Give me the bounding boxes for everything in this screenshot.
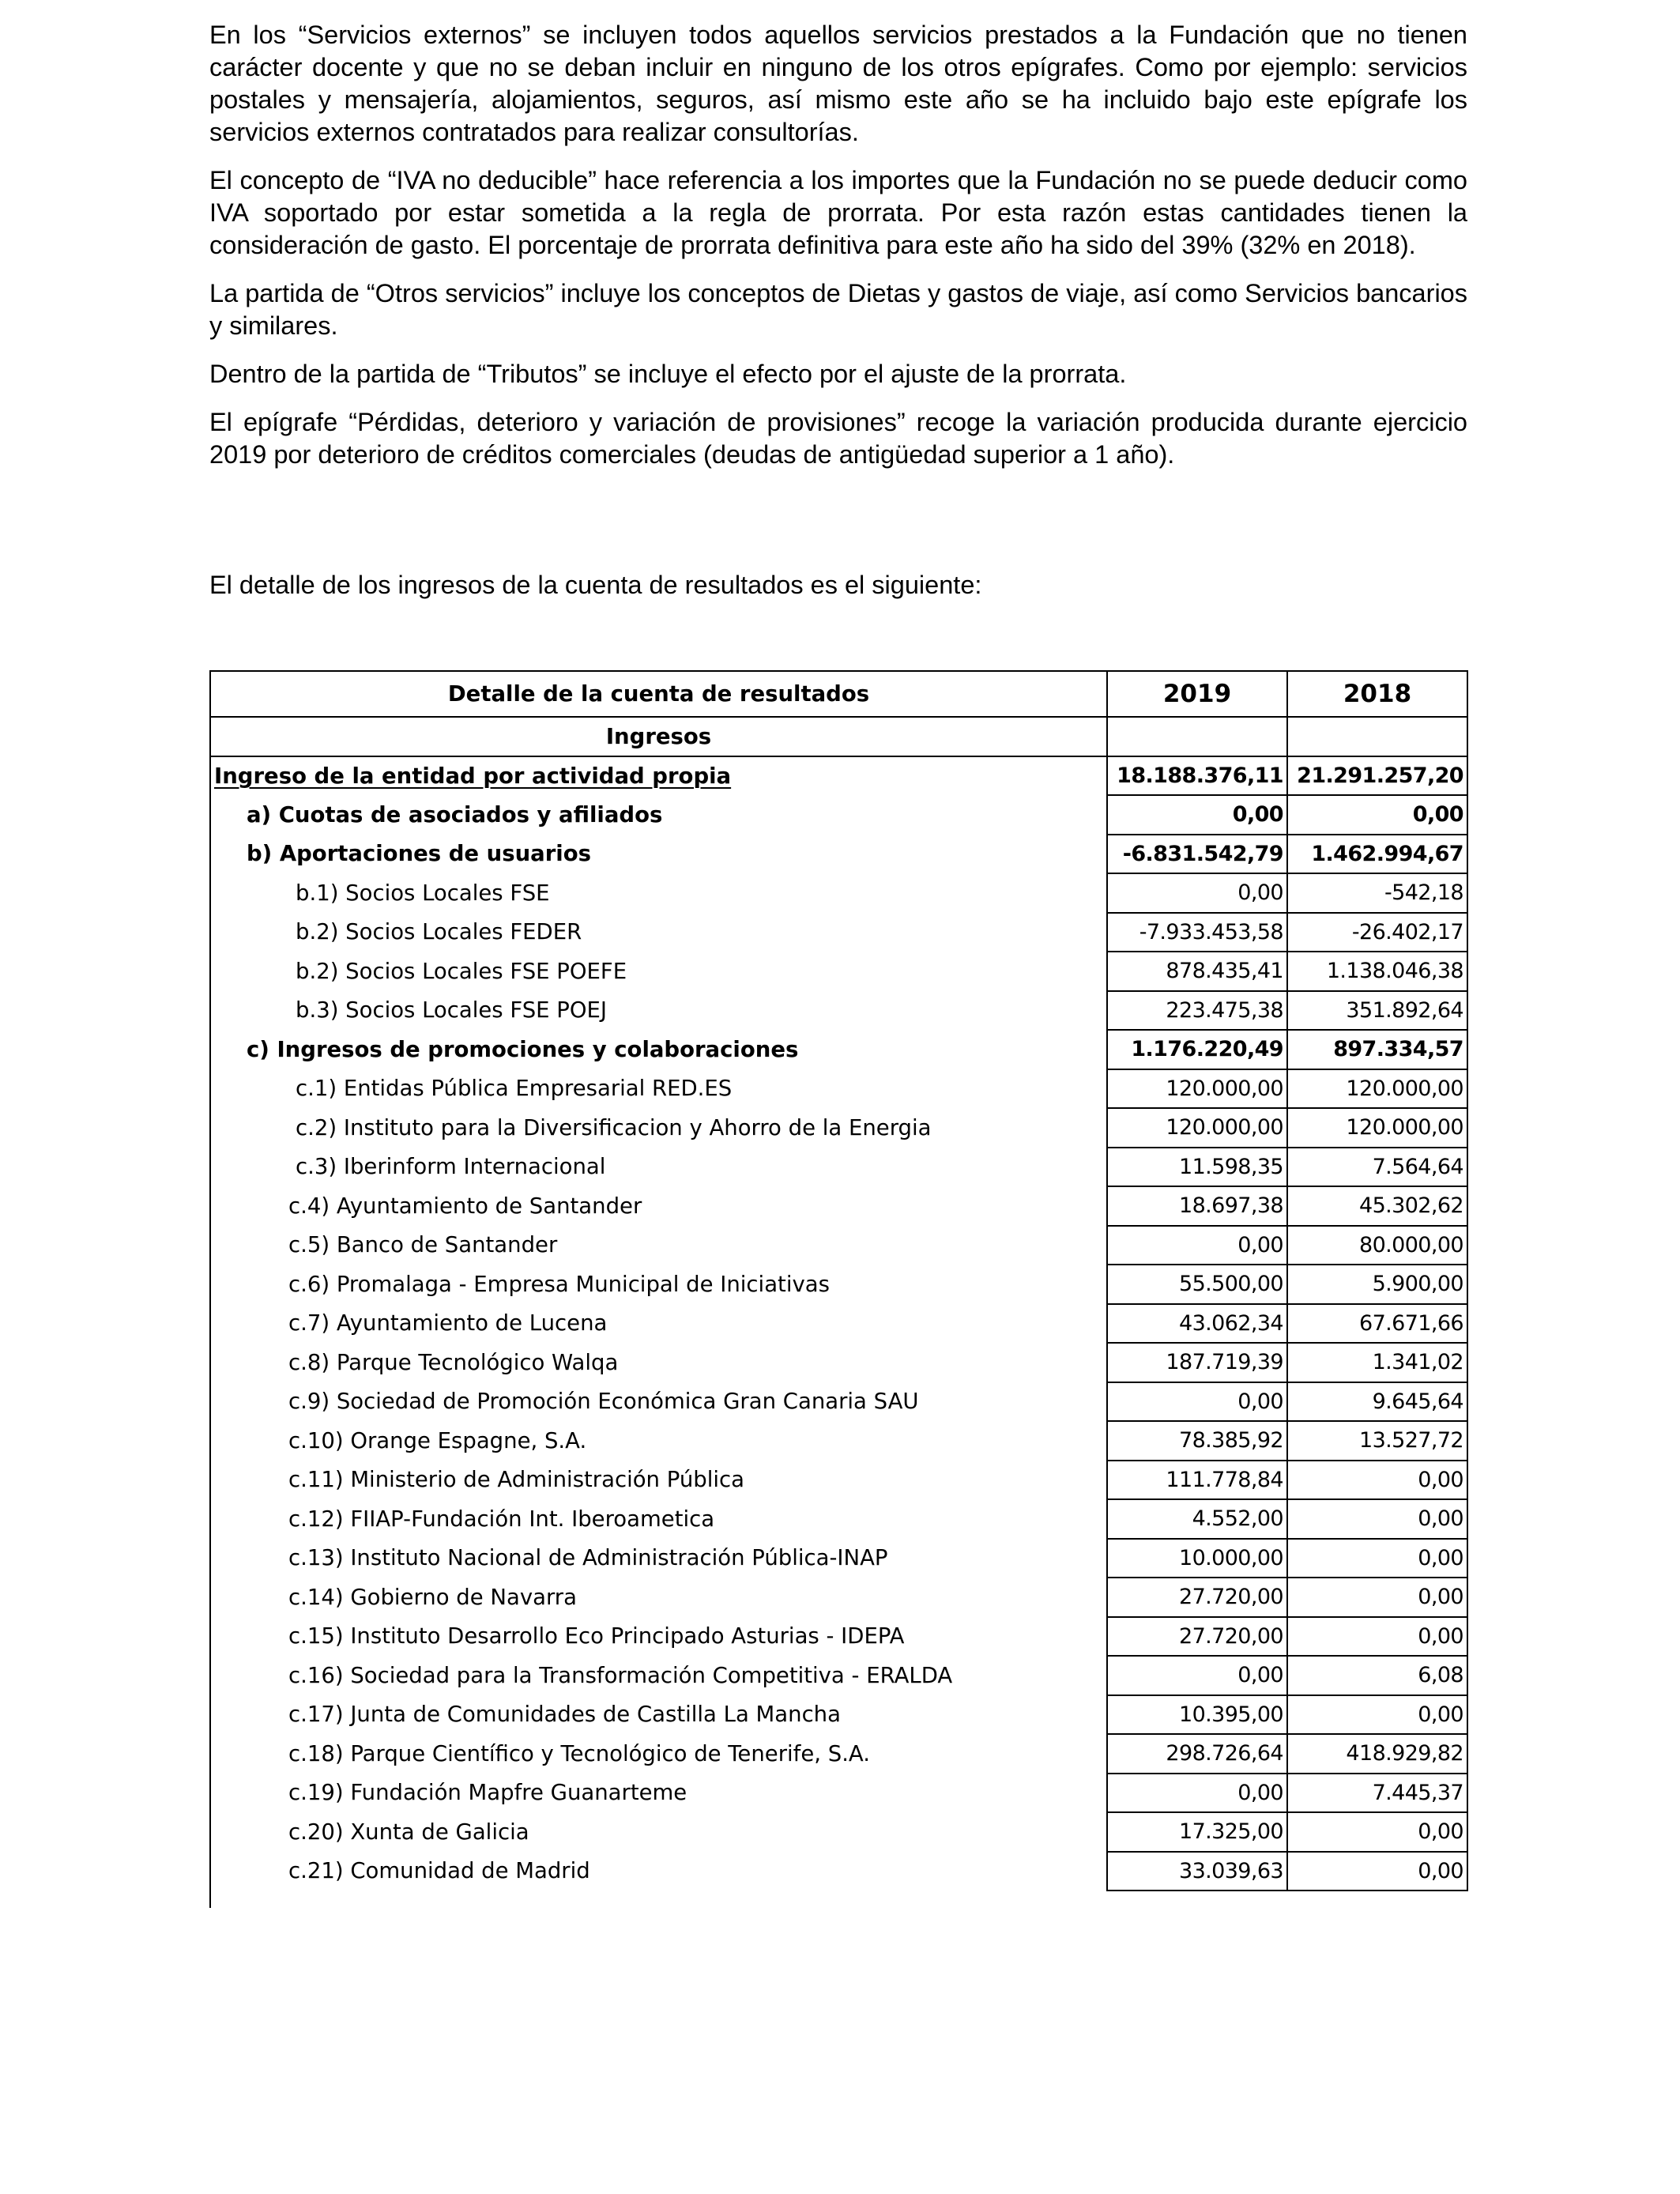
row-value-2019: 0,00	[1107, 1382, 1287, 1422]
table-row	[210, 1499, 1467, 1539]
income-detail-table	[209, 670, 1468, 1908]
row-value-2019: 223.475,38	[1107, 991, 1287, 1031]
main-row-2018: 21.291.257,20	[1287, 756, 1467, 796]
row-value-2018: 351.892,64	[1287, 991, 1467, 1031]
row-value-2019: 55.500,00	[1107, 1265, 1287, 1304]
row-value-2018: 5.900,00	[1287, 1265, 1467, 1304]
row-value-2019: 10.395,00	[1107, 1695, 1287, 1735]
row-label: c.14) Gobierno de Navarra	[210, 1578, 1107, 1617]
table-row	[210, 1343, 1467, 1382]
row-value-2018: 418.929,82	[1287, 1734, 1467, 1774]
row-value-2019: 0,00	[1107, 1226, 1287, 1265]
row-value-2018: 67.671,66	[1287, 1304, 1467, 1344]
row-label: b.2) Socios Locales FSE POEFE	[210, 952, 1107, 991]
row-label: c.6) Promalaga - Empresa Municipal de Iniciativas	[210, 1265, 1107, 1304]
table-row	[210, 795, 1467, 835]
row-value-2019: -6.831.542,79	[1107, 835, 1287, 874]
row-value-2019: 0,00	[1107, 1656, 1287, 1695]
row-value-2019: 11.598,35	[1107, 1148, 1287, 1187]
row-value-2018: 897.334,57	[1287, 1030, 1467, 1069]
table-row	[210, 1617, 1467, 1657]
header-label: Detalle de la cuenta de resultados	[210, 671, 1107, 717]
row-value-2018: 1.341,02	[1287, 1343, 1467, 1382]
row-value-2018: 1.462.994,67	[1287, 835, 1467, 874]
row-value-2018: 0,00	[1287, 795, 1467, 835]
table-row	[210, 991, 1467, 1031]
row-value-2019: 0,00	[1107, 1774, 1287, 1813]
row-value-2018: -542,18	[1287, 873, 1467, 913]
row-value-2018: 13.527,72	[1287, 1421, 1467, 1461]
row-label: b.2) Socios Locales FEDER	[210, 913, 1107, 952]
row-label: c.17) Junta de Comunidades de Castilla La Mancha	[210, 1695, 1107, 1735]
row-value-2018: 0,00	[1287, 1617, 1467, 1657]
row-value-2019: 78.385,92	[1107, 1421, 1287, 1461]
row-value-2018: 9.645,64	[1287, 1382, 1467, 1422]
row-value-2018: 0,00	[1287, 1812, 1467, 1852]
row-value-2019: 120.000,00	[1107, 1069, 1287, 1109]
table-continuation	[210, 1891, 1467, 1908]
row-value-2019: 298.726,64	[1107, 1734, 1287, 1774]
paragraph-otros-servicios: La partida de “Otros servicios” incluye los conceptos de Dietas y gastos de viaje, así como Servicios bancarios y similares.	[209, 279, 1467, 340]
subheader-ingresos: Ingresos	[210, 717, 1107, 756]
row-value-2019: 0,00	[1107, 795, 1287, 835]
row-label: c.16) Sociedad para la Transformación Competitiva - ERALDA	[210, 1656, 1107, 1695]
row-label: c.20) Xunta de Galicia	[210, 1812, 1107, 1852]
row-label: c.1) Entidas Pública Empresarial RED.ES	[210, 1069, 1107, 1109]
row-label: c.10) Orange Espagne, S.A.	[210, 1421, 1107, 1461]
row-value-2018: 0,00	[1287, 1852, 1467, 1891]
continuation-empty	[1287, 1891, 1467, 1908]
row-value-2019: 18.697,38	[1107, 1186, 1287, 1226]
row-label: c.18) Parque Científico y Tecnológico de Tenerife, S.A.	[210, 1734, 1107, 1774]
row-value-2018: -26.402,17	[1287, 913, 1467, 952]
continuation-left-border	[210, 1891, 1107, 1908]
table-row	[210, 952, 1467, 991]
table-row	[210, 1774, 1467, 1813]
table-row	[210, 1852, 1467, 1891]
row-value-2018: 7.564,64	[1287, 1148, 1467, 1187]
row-value-2019: 27.720,00	[1107, 1617, 1287, 1657]
table-row	[210, 1539, 1467, 1578]
row-value-2019: 1.176.220,49	[1107, 1030, 1287, 1069]
table-row	[210, 1304, 1467, 1344]
table-row	[210, 1069, 1467, 1109]
row-label: c.13) Instituto Nacional de Administración Pública-INAP	[210, 1539, 1107, 1578]
row-value-2018: 0,00	[1287, 1461, 1467, 1500]
row-value-2019: 43.062,34	[1107, 1304, 1287, 1344]
table-intro: El detalle de los ingresos de la cuenta de resultados es el siguiente:	[209, 571, 982, 599]
row-label: c.7) Ayuntamiento de Lucena	[210, 1304, 1107, 1344]
row-label: b) Aportaciones de usuarios	[210, 835, 1107, 874]
row-label: c.19) Fundación Mapfre Guanarteme	[210, 1774, 1107, 1813]
main-row-label	[210, 756, 1107, 796]
row-value-2018: 6,08	[1287, 1656, 1467, 1695]
row-value-2019: 187.719,39	[1107, 1343, 1287, 1382]
header-year-2019: 2019	[1107, 671, 1287, 717]
table-row	[210, 835, 1467, 874]
row-label: c.15) Instituto Desarrollo Eco Principado Asturias - IDEPA	[210, 1617, 1107, 1657]
row-value-2019: 10.000,00	[1107, 1539, 1287, 1578]
row-value-2018: 7.445,37	[1287, 1774, 1467, 1813]
table-row	[210, 1186, 1467, 1226]
table-row	[210, 1812, 1467, 1852]
row-label: c.21) Comunidad de Madrid	[210, 1852, 1107, 1891]
row-value-2018: 1.138.046,38	[1287, 952, 1467, 991]
row-value-2019: 120.000,00	[1107, 1108, 1287, 1148]
main-row-label-text: Ingreso de la entidad por actividad propia	[214, 763, 732, 789]
row-value-2019: 878.435,41	[1107, 952, 1287, 991]
table-header-row	[210, 671, 1467, 717]
paragraph-iva-no-deducible: El concepto de “IVA no deducible” hace referencia a los importes que la Fundación no se puede deducir como IVA soportado por estar sometida a la regla de prorrata. Por esta razón estas cantidades tienen la consideración de gasto. El porcentaje de prorrata definitiva para este año ha sido del 39% (32% en 2018).	[209, 166, 1467, 259]
row-label: b.3) Socios Locales FSE POEJ	[210, 991, 1107, 1031]
table-row	[210, 1461, 1467, 1500]
row-value-2018: 0,00	[1287, 1578, 1467, 1617]
row-value-2018: 80.000,00	[1287, 1226, 1467, 1265]
row-value-2018: 120.000,00	[1287, 1069, 1467, 1109]
table-row	[210, 1148, 1467, 1187]
row-value-2019: 0,00	[1107, 873, 1287, 913]
row-label: c.8) Parque Tecnológico Walqa	[210, 1343, 1107, 1382]
header-year-2018: 2018	[1287, 671, 1467, 717]
row-value-2019: 33.039,63	[1107, 1852, 1287, 1891]
table-row	[210, 1578, 1467, 1617]
table-row	[210, 1108, 1467, 1148]
row-value-2019: -7.933.453,58	[1107, 913, 1287, 952]
row-label: c) Ingresos de promociones y colaboraciones	[210, 1030, 1107, 1069]
row-label: c.5) Banco de Santander	[210, 1226, 1107, 1265]
table-row	[210, 1265, 1467, 1304]
table-row	[210, 1030, 1467, 1069]
table-row	[210, 1421, 1467, 1461]
row-value-2018: 45.302,62	[1287, 1186, 1467, 1226]
row-value-2018: 0,00	[1287, 1539, 1467, 1578]
table-row	[210, 1656, 1467, 1695]
table-row	[210, 1382, 1467, 1422]
table-row	[210, 1226, 1467, 1265]
row-label: b.1) Socios Locales FSE	[210, 873, 1107, 913]
subheader-empty-2018	[1287, 717, 1467, 756]
table-row	[210, 1734, 1467, 1774]
row-label: c.11) Ministerio de Administración Pública	[210, 1461, 1107, 1500]
paragraph-tributos: Dentro de la partida de “Tributos” se incluye el efecto por el ajuste de la prorrata.	[209, 360, 1127, 388]
row-label: c.4) Ayuntamiento de Santander	[210, 1186, 1107, 1226]
row-value-2018: 0,00	[1287, 1695, 1467, 1735]
subheader-empty-2019	[1107, 717, 1287, 756]
table-subheader-row	[210, 717, 1467, 756]
main-row-2019: 18.188.376,11	[1107, 756, 1287, 796]
row-value-2019: 27.720,00	[1107, 1578, 1287, 1617]
row-label: c.12) FIIAP-Fundación Int. Iberoametica	[210, 1499, 1107, 1539]
row-label: a) Cuotas de asociados y afiliados	[210, 795, 1107, 835]
table-row	[210, 1695, 1467, 1735]
table-row	[210, 873, 1467, 913]
paragraph-servicios-externos: En los “Servicios externos” se incluyen todos aquellos servicios prestados a la Fundación que no tienen carácter docente y que no se deban incluir en ninguno de los otros epígrafes. Como por ejemplo: servicios postales y mensajería, alojamientos, seguros, así mismo este año se ha incluido bajo este epígrafe los servicios externos contratados para realizar consultorías.	[209, 21, 1467, 146]
text-section	[209, 19, 1467, 487]
row-value-2018: 0,00	[1287, 1499, 1467, 1539]
table-row-main	[210, 756, 1467, 796]
table-row	[210, 913, 1467, 952]
row-value-2019: 111.778,84	[1107, 1461, 1287, 1500]
paragraph-perdidas-deterioro: El epígrafe “Pérdidas, deterioro y variación de provisiones” recoge la variación producida durante ejercicio 2019 por deterioro de créditos comerciales (deudas de antigüedad superior a 1 año).	[209, 408, 1467, 469]
row-value-2019: 17.325,00	[1107, 1812, 1287, 1852]
row-label: c.2) Instituto para la Diversificacion y Ahorro de la Energia	[210, 1108, 1107, 1148]
continuation-empty	[1107, 1891, 1287, 1908]
row-label: c.9) Sociedad de Promoción Económica Gran Canaria SAU	[210, 1382, 1107, 1422]
row-value-2018: 120.000,00	[1287, 1108, 1467, 1148]
row-value-2019: 4.552,00	[1107, 1499, 1287, 1539]
row-label: c.3) Iberinform Internacional	[210, 1148, 1107, 1187]
